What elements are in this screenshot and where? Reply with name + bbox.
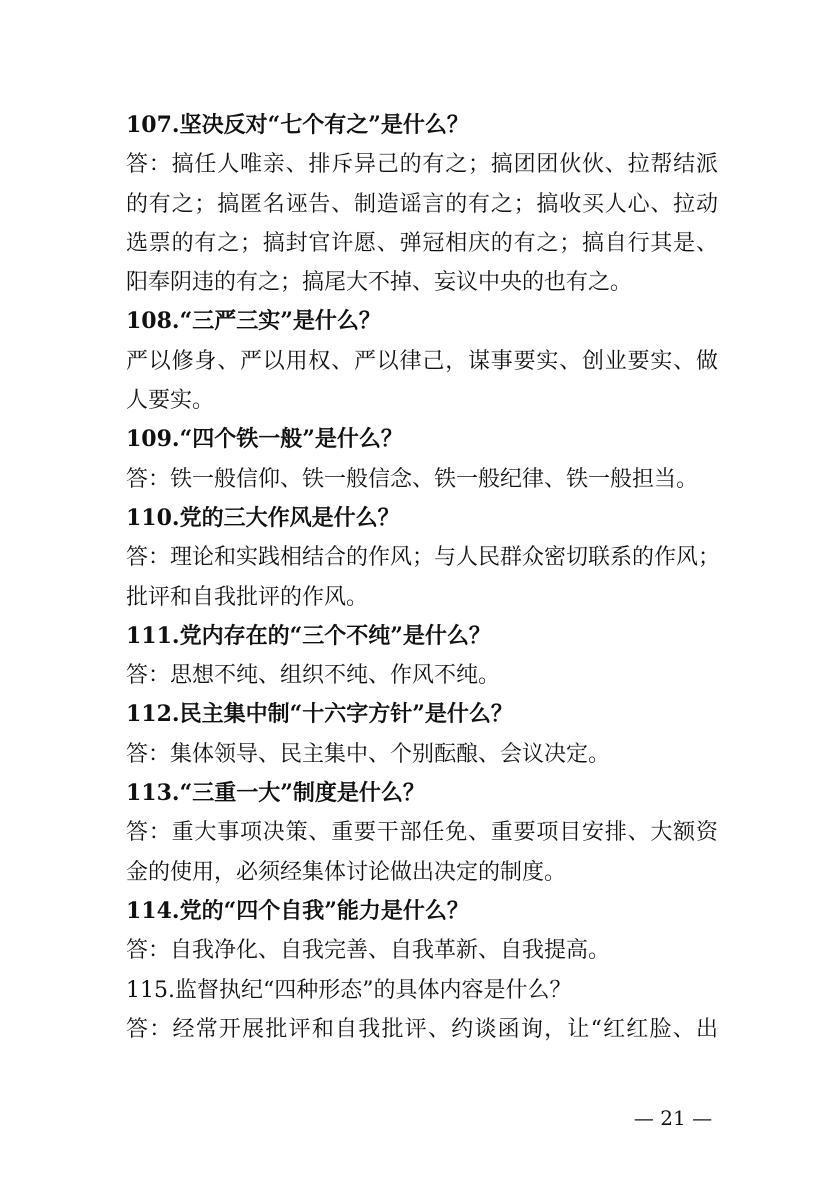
answer-line: 答：自我净化、自我完善、自我革新、自我提高。	[126, 938, 611, 964]
question-heading: 114.党的“四个自我”能力是什么？	[126, 897, 469, 924]
answer-line: 答：集体领导、民主集中、个别酝酿、会议决定。	[126, 741, 611, 767]
answer-line: 的有之；搞匿名诬告、制造谣言的有之；搞收买人心、拉动	[126, 191, 718, 217]
answer-line: 批评和自我批评的作风。	[126, 584, 369, 610]
document-body	[126, 106, 721, 1049]
question-heading: 109.“四个铁一般”是什么？	[126, 426, 403, 453]
question-heading: 111.党内存在的“三个不纯”是什么？	[126, 622, 491, 649]
question-heading: 113.“三重一大”制度是什么？	[126, 780, 425, 807]
page-number: — 21 —	[633, 1106, 713, 1130]
question-heading: 112.民主集中制“十六字方针”是什么？	[126, 701, 513, 728]
answer-line: 答：搞任人唯亲、排斥异己的有之；搞团团伙伙、拉帮结派	[126, 152, 718, 178]
question-heading: 108.“三严三实”是什么？	[126, 308, 381, 335]
answer-line: 人要实。	[126, 388, 215, 414]
answer-line: 阳奉阴违的有之；搞尾大不掉、妄议中央的也有之。	[126, 270, 633, 296]
answer-line: 答：重大事项决策、重要干部任免、重要项目安排、大额资	[126, 820, 718, 846]
answer-line: 严以修身、严以用权、严以律己，谋事要实、创业要实、做	[126, 348, 718, 374]
answer-line: 选票的有之；搞封官许愿、弹冠相庆的有之；搞自行其是、	[126, 230, 718, 256]
answer-line: 答：铁一般信仰、铁一般信念、铁一般纪律、铁一般担当。	[126, 466, 699, 492]
answer-line: 答：理论和实践相结合的作风；与人民群众密切联系的作风；	[126, 545, 721, 571]
question-heading: 115.监督执纪“四种形态”的具体内容是什么？	[126, 977, 572, 1003]
answer-line: 答：思想不纯、组织不纯、作风不纯。	[126, 663, 501, 689]
answer-line: 金的使用，必须经集体讨论做出决定的制度。	[126, 859, 567, 885]
answer-line: 答：经常开展批评和自我批评、约谈函询，让“红红脸、出	[126, 1016, 718, 1042]
question-heading: 110.党的三大作风是什么？	[126, 504, 400, 531]
question-heading: 107.坚决反对“七个有之”是什么？	[126, 112, 469, 138]
